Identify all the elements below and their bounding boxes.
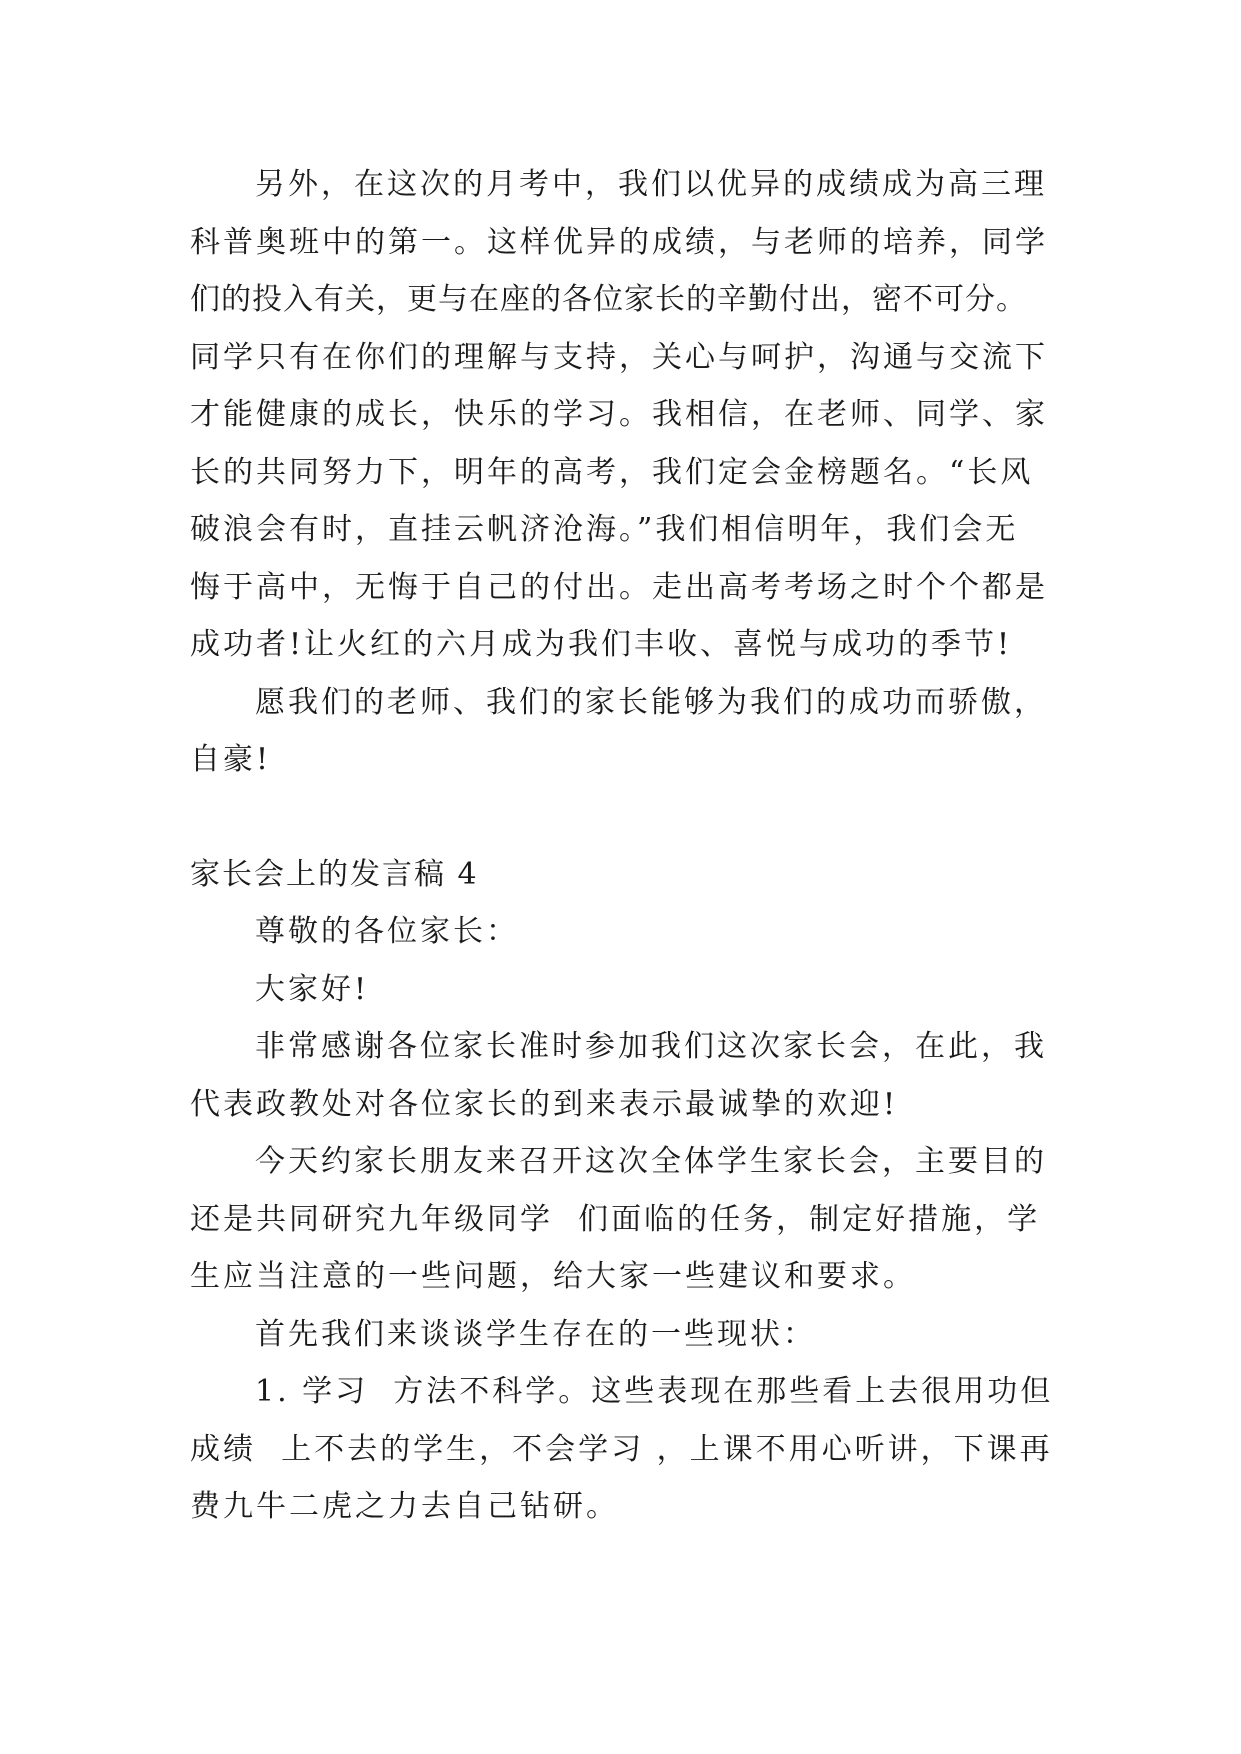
paragraph-line: 才能健康的成长，快乐的学习。我相信，在老师、同学、家: [190, 397, 1048, 432]
paragraph-line: 尊敬的各位家长：: [255, 914, 519, 949]
paragraph-line: 愿我们的老师、我们的家长能够为我们的成功而骄傲，: [255, 685, 1047, 720]
paragraph-line: 生应当注意的一些问题，给大家一些建议和要求。: [190, 1259, 916, 1294]
paragraph-line: 悔于高中，无悔于自己的付出。走出高考考场之时个个都是: [190, 570, 1048, 605]
section-heading: 家长会上的发言稿 4: [190, 857, 479, 892]
paragraph-line: 科普奥班中的第一。这样优异的成绩，与老师的培养，同学: [190, 225, 1048, 260]
paragraph-line: 1. 学习 方法不科学。这些表现在那些看上去很用功但: [255, 1374, 1054, 1409]
paragraph-line: 今天约家长朋友来召开这次全体学生家长会，主要目的: [255, 1144, 1047, 1179]
paragraph-line: 大家好!: [255, 972, 370, 1007]
paragraph-line: 成功者!让火红的六月成为我们丰收、喜悦与成功的季节!: [190, 627, 1013, 662]
paragraph-line: 费九牛二虎之力去自己钻研。: [190, 1489, 619, 1524]
paragraph-line: 非常感谢各位家长准时参加我们这次家长会，在此，我: [255, 1029, 1047, 1064]
paragraph-line: 同学只有在你们的理解与支持，关心与呵护，沟通与交流下: [190, 340, 1048, 375]
paragraph-line: 长的共同努力下，明年的高考，我们定会金榜题名。“长风: [190, 455, 1034, 490]
paragraph-line: 破浪会有时，直挂云帆济沧海。”我们相信明年，我们会无: [190, 512, 1019, 547]
paragraph-line: 自豪!: [190, 742, 272, 777]
paragraph-line: 另外，在这次的月考中，我们以优异的成绩成为高三理: [255, 167, 1047, 202]
paragraph-line: 代表政教处对各位家长的到来表示最诚挚的欢迎!: [190, 1087, 899, 1122]
paragraph-line: 还是共同研究九年级同学 们面临的任务，制定好措施，学: [190, 1202, 1041, 1237]
paragraph-line: 成绩 上不去的学生，不会学习 ，上课不用心听讲，下课再: [190, 1432, 1053, 1467]
paragraph-line: 首先我们来谈谈学生存在的一些现状：: [255, 1317, 816, 1352]
paragraph-line: 们的投入有关，更与在座的各位家长的辛勤付出，密不可分。: [190, 282, 1027, 317]
